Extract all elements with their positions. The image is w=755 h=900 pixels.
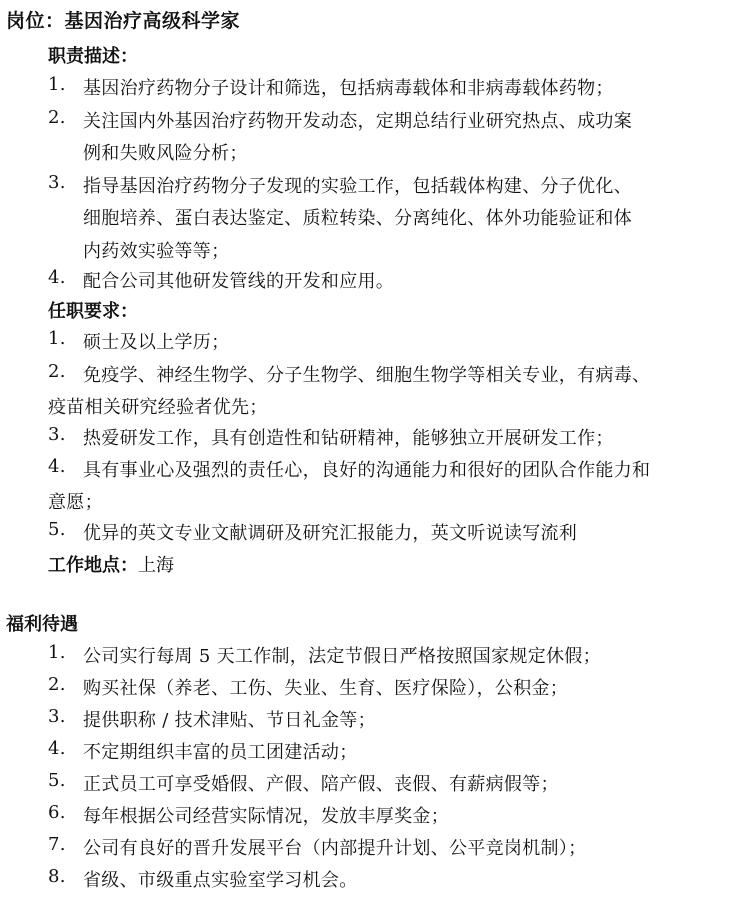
requirement-number: 3. [48, 424, 66, 445]
duty-text: 配合公司其他研发管线的开发和应用。 [83, 271, 395, 292]
duty-text: 细胞培养、蛋白表达鉴定、质粒转染、分离纯化、体外功能验证和体 [83, 208, 632, 229]
requirement-text: 硕士及以上学历； [83, 332, 230, 353]
duty-number: 2. [48, 107, 66, 128]
benefit-number: 2. [48, 674, 66, 695]
duty-text: 内药效实验等等； [83, 241, 230, 262]
duty-text: 指导基因治疗药物分子发现的实验工作，包括载体构建、分子优化、 [83, 176, 632, 197]
requirement-text: 免疫学、神经生物学、分子生物学、细胞生物学等相关专业，有病毒、 [83, 365, 651, 386]
requirement-text: 具有事业心及强烈的责任心，良好的沟通能力和很好的团队合作能力和 [83, 460, 651, 481]
benefit-text: 正式员工可享受婚假、产假、陪产假、丧假、有薪病假等； [83, 774, 559, 795]
requirements-heading: 任职要求： [48, 301, 138, 322]
duty-number: 1. [48, 74, 66, 95]
benefit-number: 7. [48, 834, 66, 855]
benefit-number: 1. [48, 642, 66, 663]
benefit-number: 4. [48, 738, 66, 759]
benefit-text: 购买社保（养老、工伤、失业、生育、医疗保险），公积金； [83, 678, 569, 699]
benefit-text: 每年根据公司经营实际情况，发放丰厚奖金； [83, 806, 449, 827]
benefit-number: 8. [48, 866, 66, 887]
page-title: 岗位：基因治疗高级科学家 [6, 10, 241, 32]
requirement-number: 2. [48, 361, 66, 382]
requirement-text: 热爱研发工作，具有创造性和钻研精神，能够独立开展研发工作； [83, 428, 614, 449]
requirement-text: 优异的英文专业文献调研及研究汇报能力，英文听说读写流利 [83, 523, 578, 544]
duties-heading: 职责描述： [48, 46, 138, 67]
benefit-number: 3. [48, 706, 66, 727]
benefit-text: 公司有良好的晋升发展平台（内部提升计划、公平竞岗机制）； [83, 838, 587, 859]
duty-text: 基因治疗药物分子设计和筛选，包括病毒载体和非病毒载体药物； [83, 78, 614, 99]
benefit-text: 不定期组织丰富的员工团建活动； [83, 742, 358, 763]
benefit-number: 5. [48, 770, 66, 791]
location-line [48, 551, 174, 577]
benefit-number: 6. [48, 802, 66, 823]
location-label: 工作地点： [48, 555, 138, 576]
duty-number: 3. [48, 172, 66, 193]
benefit-text: 省级、市级重点实验室学习机会。 [83, 870, 358, 891]
requirement-number: 4. [48, 456, 66, 477]
duty-number: 4. [48, 267, 66, 288]
requirement-text: 意愿； [48, 492, 103, 513]
benefits-heading: 福利待遇 [6, 614, 78, 635]
requirement-number: 5. [48, 519, 66, 540]
requirement-text: 疫苗相关研究经验者优先； [48, 397, 268, 418]
duty-text: 关注国内外基因治疗药物开发动态，定期总结行业研究热点、成功案 [83, 111, 632, 132]
requirement-number: 1. [48, 328, 66, 349]
duty-text: 例和失败风险分析； [83, 143, 248, 164]
location-value: 上海 [138, 555, 174, 576]
benefit-text: 公司实行每周 5 天工作制，法定节假日严格按照国家规定休假； [83, 646, 601, 667]
benefit-text: 提供职称 / 技术津贴、节日礼金等； [83, 710, 376, 731]
